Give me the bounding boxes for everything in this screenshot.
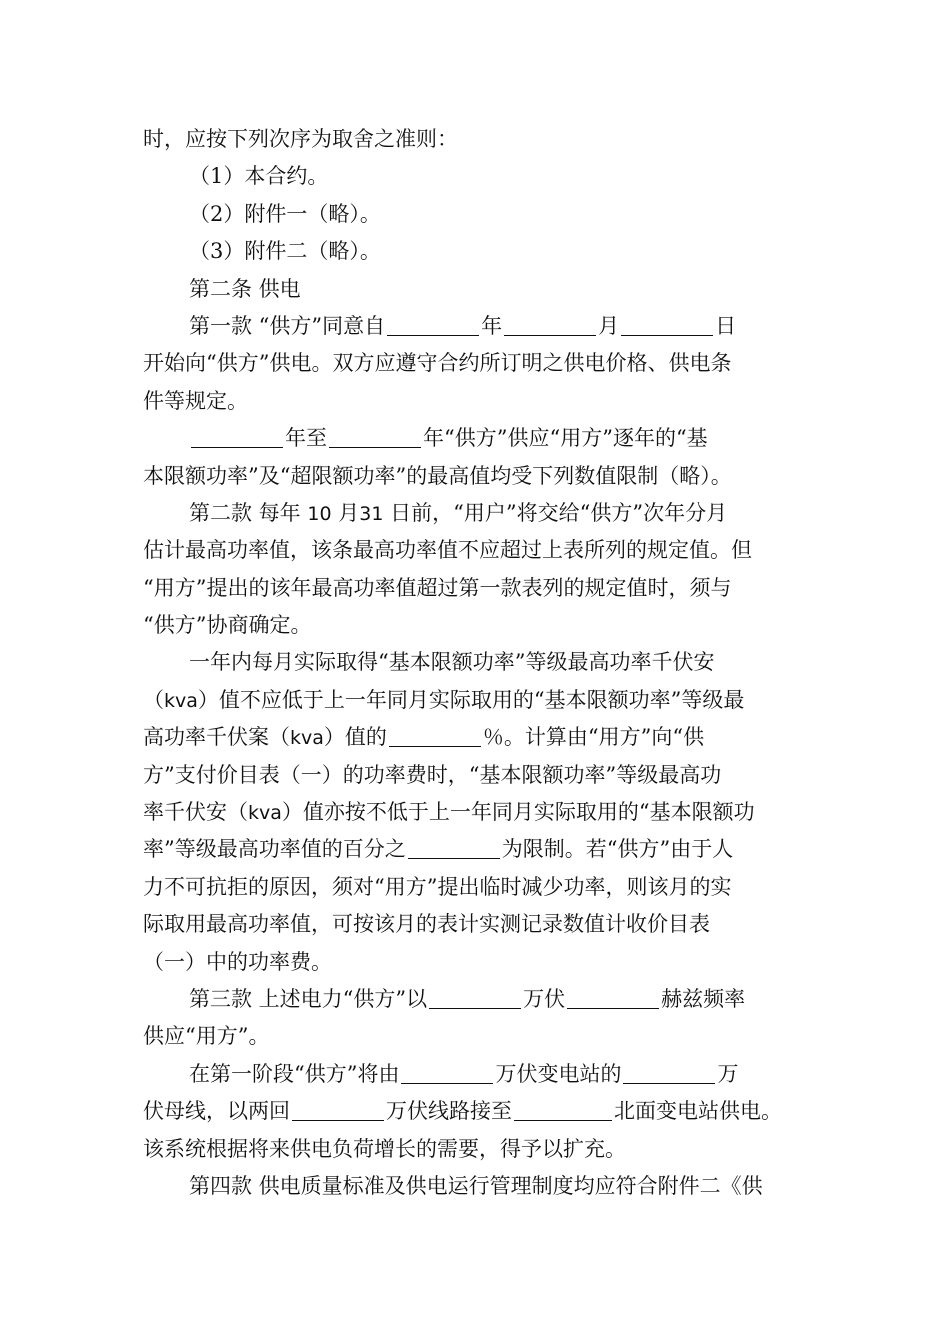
text-line [143,1093,808,1130]
text-run: 第三款 上述电力“供方”以 [189,986,428,1011]
text-line: 时，应按下列次序为取舍之准则： [143,127,458,151]
article-heading: 第二条 供电 [189,276,301,301]
text-run: 伏母线，以两回 [143,1099,290,1124]
text-line: 开始向“供方”供电。双方应遵守合约所订明之供电价格、供电条 [143,351,732,376]
text-run: 月 [598,313,620,338]
number-run: 31 [359,502,384,525]
number-run: 10 [307,502,332,525]
list-item: （2）附件一（略）。 [189,201,381,226]
text-run: 万 [717,1061,739,1086]
fill-blank[interactable] [329,423,421,448]
fill-blank[interactable] [408,834,500,859]
text-run: 年 [481,313,503,338]
fill-blank[interactable] [504,311,596,336]
text-line: （一）中的功率费。 [143,949,332,974]
fill-blank[interactable] [623,1059,715,1084]
text-run: （ [143,687,164,712]
unit-run: kva [290,727,324,750]
text-run: 年“供方”供应“用方”逐年的“基 [423,426,708,451]
text-run: 日前，“用户”将交给“供方”次年分月 [390,500,728,525]
text-line: “供方”协商确定。 [143,613,312,638]
text-run: ）值亦按不低于上一年同月实际取用的“基本限额功 [281,800,755,825]
text-line: “用方”提出的该年最高功率值超过第一款表列的规定值时，须与 [143,575,732,600]
text-run: 率千伏安（ [143,800,248,825]
fill-blank[interactable] [191,423,283,448]
text-run: 万伏 [523,986,566,1011]
text-line [143,794,808,831]
text-run: 万伏线路接至 [386,1099,512,1124]
text-line: 该系统根据将来供电负荷增长的需要，得予以扩充。 [143,1136,626,1161]
text-line [143,981,808,1018]
fill-blank[interactable] [387,311,479,336]
text-line: 际取用最高功率值，可按该月的表计实测记录数值计收价目表 [143,912,710,937]
text-run: 月 [338,500,360,525]
unit-run: kva [164,689,198,712]
text-run: 高功率千伏案（ [143,725,290,750]
list-item: （3）附件二（略）。 [189,239,381,264]
text-run: ％。计算由“用方”向“供 [482,725,705,750]
fill-blank[interactable] [567,984,659,1009]
fill-blank[interactable] [514,1096,612,1121]
fill-blank[interactable] [401,1059,493,1084]
text-line: 件等规定。 [143,388,248,413]
fill-blank[interactable] [389,722,481,747]
text-line: 第四款 供电质量标准及供电运行管理制度均应符合附件二《供 [189,1173,763,1198]
text-run: 率”等级最高功率值的百分之 [143,837,406,862]
unit-run: kva [248,802,282,825]
text-line: 估计最高功率值，该条最高功率值不应超过上表所列的规定值。但 [143,538,752,563]
text-run: ）值的 [323,725,387,750]
text-line [143,1056,808,1093]
text-line: 一年内每月实际取得“基本限额功率”等级最高功率千伏安 [189,650,715,675]
text-run: ）值不应低于上一年同月实际取用的“基本限额功率”等级最 [197,687,745,712]
text-run: 北面变电站供电。 [614,1099,782,1124]
text-line: 力不可抗拒的原因，须对“用方”提出临时减少功率，则该月的实 [143,874,732,899]
document-body [143,121,808,1205]
text-run: 赫兹频率 [661,986,746,1011]
text-line [143,420,808,457]
text-run: 日 [715,313,737,338]
text-run: 在第一阶段“供方”将由 [189,1061,400,1086]
text-line: 供应“用方”。 [143,1024,270,1049]
text-run: 年至 [285,426,327,451]
text-run: 第一款 “供方”同意自 [189,313,386,338]
text-line: 本限额功率”及“超限额功率”的最高值均受下列数值限制（略）。 [143,463,732,488]
text-run: 第二款 每年 [189,500,301,525]
text-run: 为限制。若“供方”由于人 [501,837,734,862]
fill-blank[interactable] [292,1096,384,1121]
text-run: 万伏变电站的 [495,1061,622,1086]
fill-blank[interactable] [429,984,521,1009]
text-line [143,495,808,532]
text-line [143,719,808,756]
text-line [143,831,808,868]
text-line: 方”支付价目表（一）的功率费时，“基本限额功率”等级最高功 [143,762,722,787]
fill-blank[interactable] [621,311,713,336]
list-item: （1）本合约。 [189,164,329,189]
text-line [143,308,808,345]
text-line [143,682,808,719]
